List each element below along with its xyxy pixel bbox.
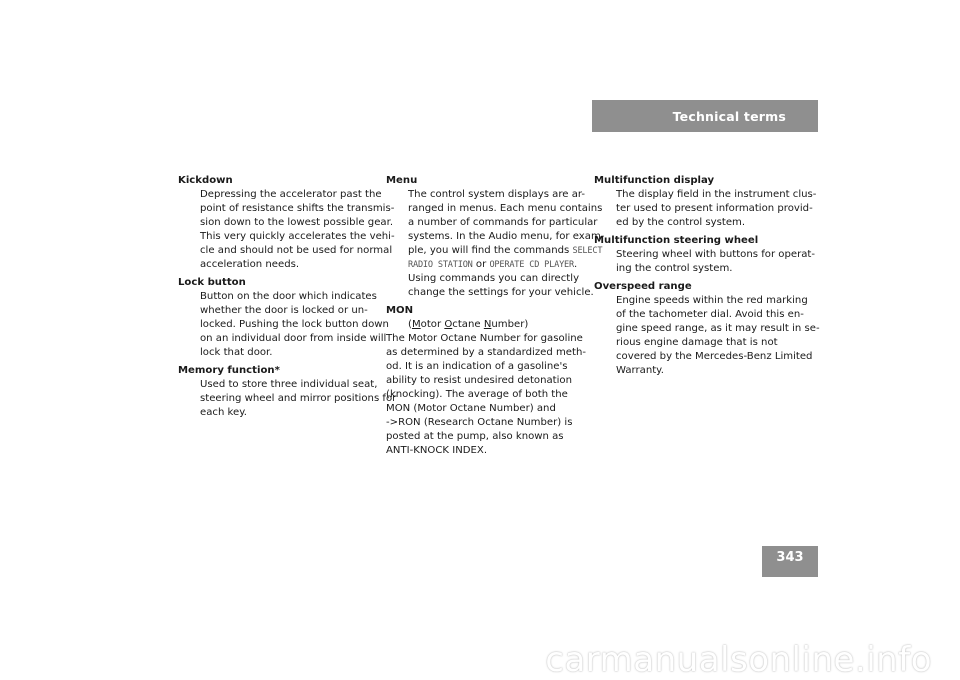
- text-line: Warranty.: [616, 365, 664, 376]
- term-lock-button: Lock button: [178, 277, 246, 288]
- command-radio-station: RADIO STATION: [408, 260, 473, 270]
- text-fragment: ple, you will find the commands: [408, 245, 570, 256]
- page-number-box: [762, 546, 818, 577]
- text-fragment: .: [574, 259, 578, 270]
- text-line: point of resistance shifts the transmis-: [200, 203, 395, 214]
- text-line: The Motor Octane Number for gasoline: [386, 333, 583, 344]
- section-header: [592, 100, 818, 132]
- text-line: ANTI-KNOCK INDEX.: [386, 445, 488, 456]
- entry-menu: [386, 174, 605, 300]
- underlined-letter: M: [411, 319, 421, 330]
- text-line: lock that door.: [200, 347, 273, 358]
- column-2: [386, 174, 605, 462]
- term-overspeed-range: Overspeed range: [594, 281, 692, 292]
- entry-kickdown: [178, 174, 395, 272]
- text-line: of the tachometer dial. Avoid this en-: [616, 309, 804, 320]
- section-title: Technical terms: [672, 108, 786, 124]
- text-line: covered by the Mercedes-Benz Limited: [616, 351, 813, 362]
- text-line: locked. Pushing the lock button down: [200, 319, 389, 330]
- text-line: cle and should not be used for normal: [200, 245, 393, 256]
- term-multifunction-steering-wheel: Multifunction steering wheel: [594, 235, 759, 246]
- term-multifunction-display: Multifunction display: [594, 175, 715, 186]
- text-line: steering wheel and mirror positions for: [200, 393, 397, 404]
- text-fragment: otor: [420, 319, 445, 330]
- text-line: MON (Motor Octane Number) and: [386, 403, 556, 414]
- definition-multifunction-steering-wheel: [594, 248, 816, 276]
- text-line: on an individual door from inside will: [200, 333, 387, 344]
- text-line: Used to store three individual seat,: [200, 379, 378, 390]
- entry-overspeed-range: [594, 280, 820, 378]
- text-line: [408, 258, 586, 272]
- text-line: posted at the pump, also known as: [386, 431, 564, 442]
- entry-multifunction-steering-wheel: [594, 234, 816, 276]
- term-mon: MON: [386, 305, 414, 316]
- entry-lock-button: [178, 276, 389, 360]
- text-line: a number of commands for particular: [408, 217, 598, 228]
- entry-mon: [386, 304, 586, 458]
- underlined-letter: O: [444, 319, 453, 330]
- entry-memory-function: [178, 364, 397, 420]
- text-line: ->RON (Research Octane Number) is: [386, 417, 573, 428]
- text-line: Depressing the accelerator past the: [200, 189, 382, 200]
- text-line: Engine speeds within the red marking: [616, 295, 808, 306]
- text-line: sion down to the lowest possible gear.: [200, 217, 394, 228]
- column-1: [178, 174, 397, 424]
- definition-mon-body: [386, 332, 586, 458]
- term-kickdown: Kickdown: [178, 175, 233, 186]
- text-line: The control system displays are ar-: [408, 189, 586, 200]
- text-line: acceleration needs.: [200, 259, 300, 270]
- text-line: change the settings for your vehicle.: [408, 287, 594, 298]
- text-fragment: umber): [491, 319, 529, 330]
- text-line: [408, 244, 603, 258]
- abbreviation-expansion: [408, 318, 586, 332]
- text-line: Steering wheel with buttons for operat-: [616, 249, 816, 260]
- watermark: carmanualsonline.info: [545, 640, 932, 680]
- text-line: ranged in menus. Each menu contains: [408, 203, 603, 214]
- text-line: gine speed range, as it may result in se-: [616, 323, 820, 334]
- text-line: This very quickly accelerates the vehi-: [200, 231, 395, 242]
- text-line: (knocking). The average of both the: [386, 389, 568, 400]
- text-line: whether the door is locked or un-: [200, 305, 368, 316]
- text-line: Using commands you can directly: [408, 273, 580, 284]
- text-line: each key.: [200, 407, 247, 418]
- text-line: od. It is an indication of a gasoline's: [386, 361, 568, 372]
- text-line: rious engine damage that is not: [616, 337, 778, 348]
- text-line: systems. In the Audio menu, for exam-: [408, 231, 605, 242]
- definition-lock-button: [178, 290, 389, 360]
- entry-multifunction-display: [594, 174, 817, 230]
- text-fragment: or: [475, 259, 487, 270]
- text-line: as determined by a standardized meth-: [386, 347, 586, 358]
- definition-mon: [386, 318, 586, 332]
- command-select: SELECT: [572, 246, 603, 256]
- term-memory-function: Memory function*: [178, 365, 280, 376]
- text-fragment: ctane: [452, 319, 484, 330]
- underlined-letter: N: [483, 319, 492, 330]
- text-line: ing the control system.: [616, 263, 733, 274]
- text-line: ability to resist undesired detonation: [386, 375, 573, 386]
- text-fragment: (: [408, 319, 412, 330]
- text-line: The display field in the instrument clus-: [616, 189, 817, 200]
- text-line: Button on the door which indicates: [200, 291, 377, 302]
- text-line: ter used to present information provid-: [616, 203, 813, 214]
- term-menu: Menu: [386, 175, 418, 186]
- definition-overspeed-range: [594, 294, 820, 378]
- page-number: 343: [776, 550, 804, 565]
- definition-kickdown: [178, 188, 395, 272]
- definition-multifunction-display: [594, 188, 817, 230]
- definition-menu: [386, 188, 605, 300]
- definition-memory-function: [178, 378, 397, 420]
- text-line: ed by the control system.: [616, 217, 746, 228]
- column-3: [594, 174, 820, 382]
- command-operate-cd-player: OPERATE CD PLAYER: [489, 260, 574, 270]
